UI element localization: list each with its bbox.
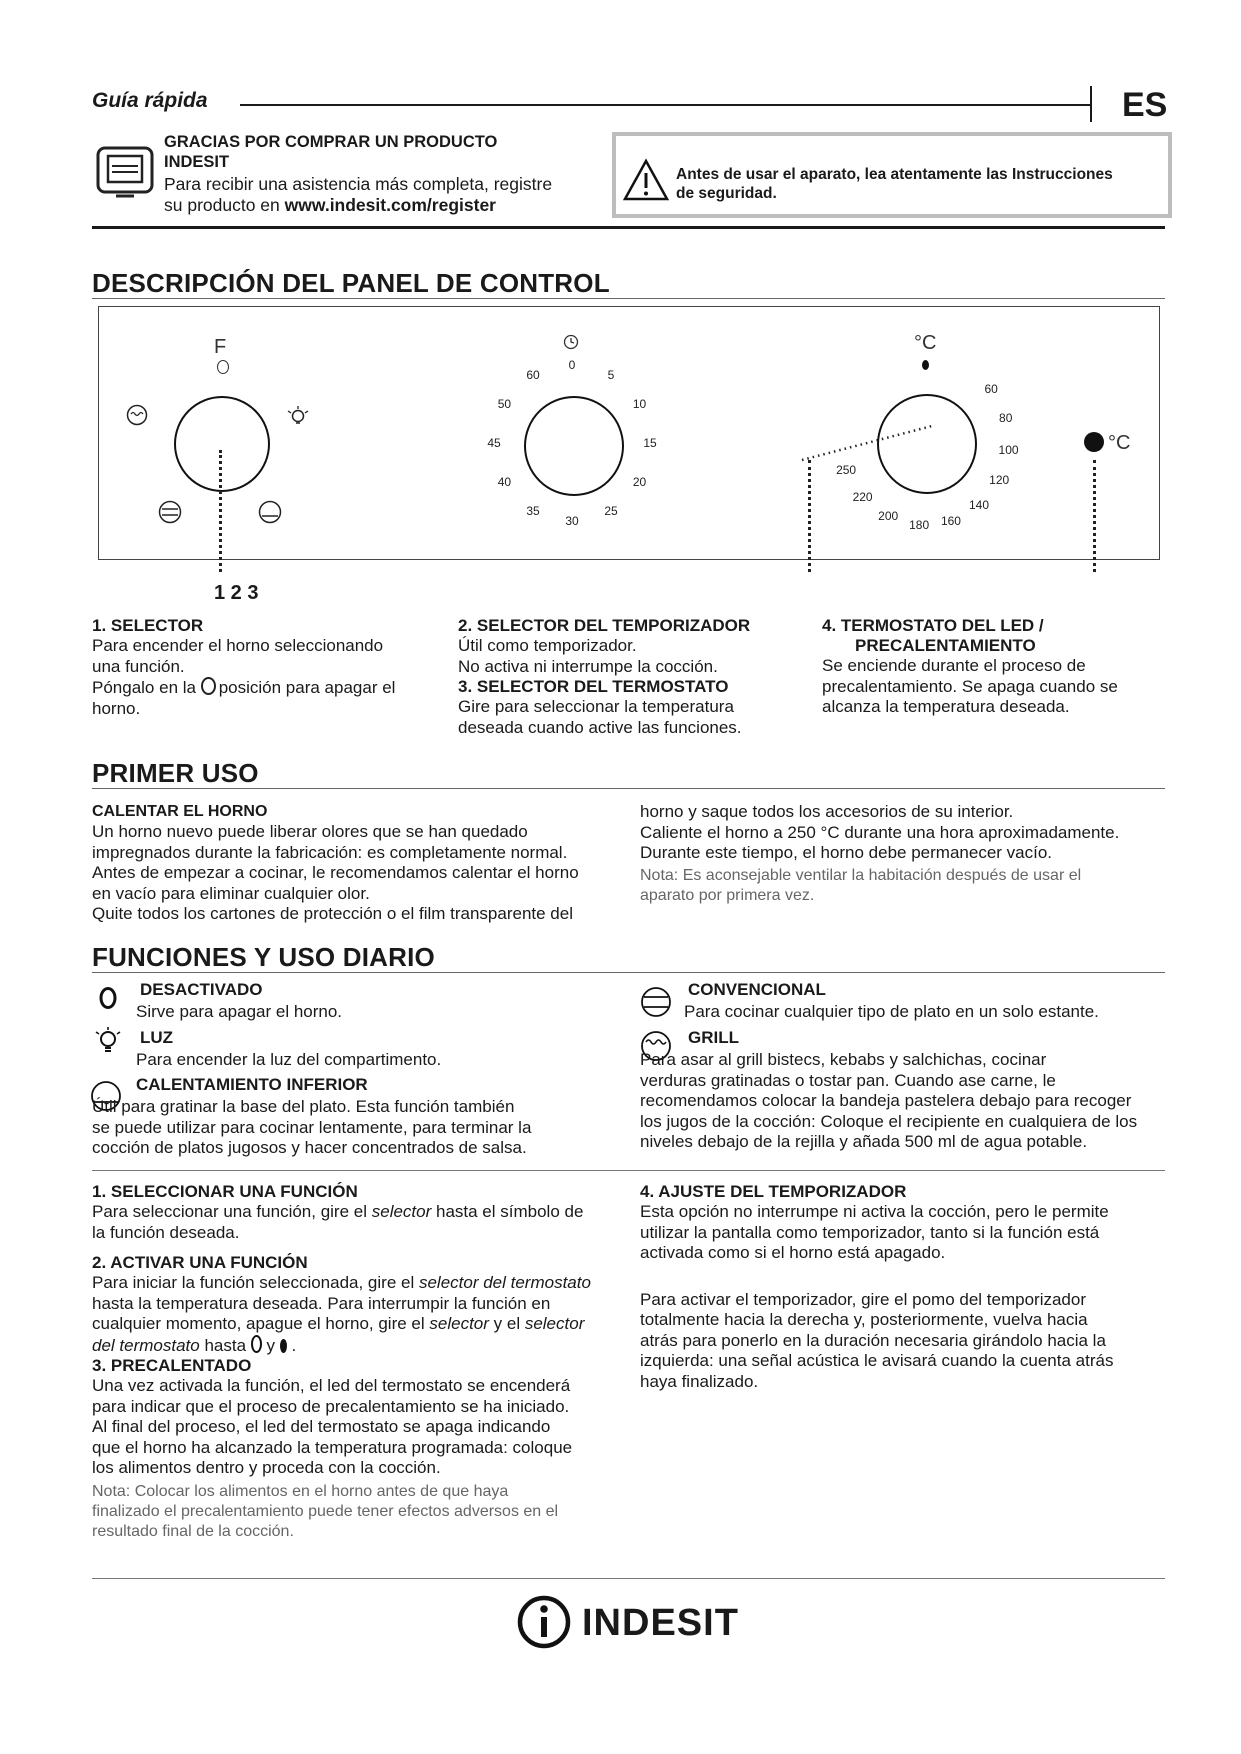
step3-note-line: resultado final de la cocción. xyxy=(92,1522,294,1540)
timer-scale-label: 10 xyxy=(632,397,647,411)
grill-line: recomendamos colocar la bandeja pastelera debajo para recoger xyxy=(640,1091,1132,1110)
first-use-rule xyxy=(92,788,1165,789)
led-desc-title-1: 4. TERMOSTATO DEL LED / xyxy=(822,616,1044,635)
thermostat-desc-2: deseada cuando active las funciones. xyxy=(458,717,742,737)
preheat-led-indicator xyxy=(1084,432,1104,452)
light-text: Para encender la luz del compartimento. xyxy=(136,1050,442,1069)
timer-scale-label: 40 xyxy=(497,475,512,489)
step3-note-line: Nota: Colocar los alimentos en el horno antes de que haya xyxy=(92,1482,509,1500)
off-text: Sirve para apagar el horno. xyxy=(136,1002,343,1021)
timer-scale-label: 20 xyxy=(632,475,647,489)
light-position-icon xyxy=(286,405,310,431)
step1-text-c: hasta el símbolo de xyxy=(431,1202,584,1221)
off-position-icon xyxy=(217,360,229,374)
timer-scale-label: 45 xyxy=(487,436,501,450)
step2-text-3c: y el xyxy=(488,1314,525,1333)
thermostat-desc-1: Gire para seleccionar la temperatura xyxy=(458,697,734,716)
thermostat-scale-label: 100 xyxy=(998,442,1019,457)
led-callout-line xyxy=(1093,460,1096,572)
step1-text-a: Para seleccionar una función, gire el xyxy=(92,1202,372,1221)
timer-scale-label: 30 xyxy=(565,514,579,528)
off-icon xyxy=(98,986,118,1010)
thermostat-scale-label: 140 xyxy=(968,498,990,513)
step2-text-1b: selector del termostato xyxy=(418,1273,591,1292)
timer-scale-label: 5 xyxy=(607,368,615,383)
step2-text-1a: Para iniciar la función seleccionada, gire el xyxy=(92,1273,419,1292)
step4-title: 4. AJUSTE DEL TEMPORIZADOR xyxy=(640,1182,907,1201)
step4b-line: haya finalizado. xyxy=(640,1371,759,1391)
light-icon xyxy=(94,1026,122,1056)
guide-title: Guía rápida xyxy=(92,89,208,112)
grill-text xyxy=(640,1050,1165,1153)
selector-desc-4: horno. xyxy=(92,698,141,718)
timer-scale-label: 60 xyxy=(526,368,540,383)
step3-line: los alimentos dentro y proceda con la cocción. xyxy=(92,1458,441,1477)
thanks-heading-1: GRACIAS POR COMPRAR UN PRODUCTO xyxy=(164,133,498,151)
selector-desc-3b: posición para apagar el xyxy=(218,678,396,697)
led-desc-2: precalentamiento. Se apaga cuando se xyxy=(822,676,1118,696)
first-use-heading: PRIMER USO xyxy=(92,758,259,788)
header-rule-tick xyxy=(1090,86,1092,122)
grill-line: verduras gratinadas o tostar pan. Cuando ase carne, le xyxy=(640,1070,1056,1090)
step4-text xyxy=(640,1202,1165,1264)
bottom-heat-title: CALENTAMIENTO INFERIOR xyxy=(136,1075,368,1094)
step3-line: para indicar que el proceso de precalentamiento se ha iniciado. xyxy=(92,1396,570,1416)
off-symbol-icon xyxy=(251,1335,262,1353)
light-title: LUZ xyxy=(140,1028,174,1047)
timer-scale-label: 15 xyxy=(643,436,657,450)
first-use-right-line: Caliente el horno a 250 °C durante una hora aproximadamente. xyxy=(640,822,1120,842)
timer-scale-label: 35 xyxy=(526,503,540,518)
thermostat-scale-label: 250 xyxy=(836,462,857,477)
step2-text-3a: cualquier momento, apague el horno, gire el xyxy=(92,1314,430,1333)
step4b-line: atrás para ponerlo en la duración necesaria girándolo hacia la xyxy=(640,1330,1106,1350)
functions-bottom-rule xyxy=(92,1170,1165,1171)
first-use-subheading: CALENTAR EL HORNO xyxy=(92,803,268,820)
led-desc-3: alcanza la temperatura deseada. xyxy=(822,697,1070,716)
first-use-left-line: Un horno nuevo puede liberar olores que se han quedado xyxy=(92,822,528,841)
clock-icon xyxy=(563,334,579,350)
selector-desc-1: Para encender el horno seleccionando xyxy=(92,636,384,655)
first-use-left-line: en vacío para eliminar cualquier olor. xyxy=(92,883,370,903)
led-unit-label: °C xyxy=(1108,432,1131,454)
step1-text-2: la función deseada. xyxy=(92,1222,240,1242)
grill-line: los jugos de la cocción: Coloque el recipiente en cualquiera de los xyxy=(640,1111,1138,1131)
thermostat-scale-label: 180 xyxy=(909,517,930,532)
brand-logo-text: INDESIT xyxy=(582,1602,739,1644)
thermostat-scale-label: 220 xyxy=(852,490,873,505)
thermostat-desc-title: 3. SELECTOR DEL TERMOSTATO xyxy=(458,677,729,696)
indesit-logo-icon xyxy=(516,1594,572,1650)
warning-text-2: de seguridad. xyxy=(676,185,777,202)
step3-note xyxy=(92,1482,637,1542)
first-use-left-line: Antes de empezar a cocinar, le recomendamos calentar el horno xyxy=(92,863,579,882)
step1-title: 1. SELECCIONAR UNA FUNCIÓN xyxy=(92,1182,358,1201)
led-desc-1: Se enciende durante el proceso de xyxy=(822,656,1086,675)
selector-f-label: F xyxy=(214,336,227,358)
panel-heading: DESCRIPCIÓN DEL PANEL DE CONTROL xyxy=(92,268,610,298)
selector-callout-line xyxy=(219,450,222,572)
warning-triangle-icon xyxy=(623,158,669,202)
step1-text-b: selector xyxy=(371,1202,432,1221)
functions-rule xyxy=(92,972,1165,973)
selector-callout-numbers: 1 2 3 xyxy=(214,582,259,604)
step4b-line: totalmente hacia la derecha y, posteriormente, vuelva hacia xyxy=(640,1310,1088,1329)
thermostat-off-dot xyxy=(922,360,929,370)
selector-desc-title: 1. SELECTOR xyxy=(92,616,204,635)
bottom-heat-line: Útil para gratinar la base del plato. Esta función también xyxy=(92,1097,515,1116)
step3-line: Una vez activada la función, el led del termostato se encenderá xyxy=(92,1376,571,1395)
function-selector-knob[interactable] xyxy=(174,396,270,492)
first-use-left-line: impregnados durante la fabricación: es completamente normal. xyxy=(92,842,568,862)
grill-line: Para asar al grill bistecs, kebabs y salchichas, cocinar xyxy=(640,1050,1047,1069)
timer-desc-1: Útil como temporizador. xyxy=(458,636,637,655)
step2-text-4c: y xyxy=(261,1335,280,1355)
thanks-text-2: su producto en xyxy=(164,195,285,215)
header-rule xyxy=(240,104,1090,106)
thanks-heading-2: INDESIT xyxy=(164,153,230,171)
step4-line: Esta opción no interrumpe ni activa la cocción, pero le permite xyxy=(640,1202,1109,1221)
step3-line: que el horno ha alcanzado la temperatura programada: coloque xyxy=(92,1437,573,1457)
grill-line: niveles debajo de la rejilla y añada 500 ml de agua potable. xyxy=(640,1132,1088,1151)
step4-text-2 xyxy=(640,1290,1165,1393)
conventional-position-icon xyxy=(158,500,182,524)
thermostat-scale-label: 60 xyxy=(984,382,998,397)
step2-text-3d: selector xyxy=(524,1314,585,1333)
language-code: ES xyxy=(1122,86,1168,124)
led-desc-title-2: PRECALENTAMIENTO xyxy=(855,636,1036,655)
selector-desc-2: una función. xyxy=(92,656,185,676)
first-use-left-text xyxy=(92,822,632,925)
grill-position-icon xyxy=(126,404,148,426)
thanks-text-1: Para recibir una asistencia más completa, registre xyxy=(164,174,553,194)
thermostat-scale-label: 160 xyxy=(940,513,961,528)
step3-title: 3. PRECALENTADO xyxy=(92,1356,252,1375)
thermostat-callout-vertical xyxy=(808,460,811,572)
timer-desc-2: No activa ni interrumpe la cocción. xyxy=(458,656,718,676)
step4-line: utilizar la pantalla como temporizador, tanto si la función está xyxy=(640,1222,1100,1242)
step2-text-4b: hasta xyxy=(199,1335,251,1355)
off-title: DESACTIVADO xyxy=(140,980,263,999)
timer-scale-label: 50 xyxy=(497,397,512,411)
step4b-line: izquierda: una señal acústica le avisará cuando la cuenta atrás xyxy=(640,1351,1114,1370)
timer-scale-label: 0 xyxy=(568,358,576,372)
step4-line: activada como si el horno está apagado. xyxy=(640,1243,946,1262)
step2-text-4a: del termostato xyxy=(92,1335,200,1355)
first-use-note-2: aparato por primera vez. xyxy=(640,886,815,904)
thermostat-scale-label: 200 xyxy=(878,509,899,524)
grill-title: GRILL xyxy=(688,1028,739,1047)
first-use-right-line: Durante este tiempo, el horno debe permanecer vacío. xyxy=(640,843,1053,862)
bottom-heat-line: se puede utilizar para cocinar lentamente, para terminar la xyxy=(92,1117,532,1137)
thermostat-scale-label: 80 xyxy=(999,410,1013,425)
panel-heading-rule xyxy=(92,298,1165,299)
first-use-right-text xyxy=(640,802,1165,864)
bottom-heat-position-icon xyxy=(258,500,282,524)
thermostat-off-dot-icon xyxy=(280,1339,287,1353)
step3-line: Al final del proceso, el led del termostato se apaga indicando xyxy=(92,1417,551,1436)
step2-title: 2. ACTIVAR UNA FUNCIÓN xyxy=(92,1253,308,1272)
first-use-left-line: Quite todos los cartones de protección o el film transparente del xyxy=(92,904,573,923)
step3-note-line: finalizado el precalentamiento puede tener efectos adversos en el xyxy=(92,1502,559,1520)
conventional-text: Para cocinar cualquier tipo de plato en un solo estante. xyxy=(684,1002,1099,1021)
functions-heading: FUNCIONES Y USO DIARIO xyxy=(92,942,435,972)
step2-text-2: hasta la temperatura deseada. Para interrumpir la función en xyxy=(92,1293,551,1313)
step3-text xyxy=(92,1376,637,1479)
conventional-title: CONVENCIONAL xyxy=(688,980,826,999)
selector-desc-3a: Póngalo en la xyxy=(92,678,201,697)
timer-selector-knob[interactable] xyxy=(524,396,624,496)
thermostat-callout-line xyxy=(800,432,935,436)
bottom-heat-text xyxy=(92,1097,632,1159)
first-use-right-line: horno y saque todos los accesorios de su interior. xyxy=(640,802,1014,821)
warning-text-1: Antes de usar el aparato, lea atentamente las Instrucciones xyxy=(676,166,1113,183)
timer-desc-title: 2. SELECTOR DEL TEMPORIZADOR xyxy=(458,616,751,635)
timer-scale-label: 25 xyxy=(604,503,618,518)
thermostat-unit-label: °C xyxy=(914,332,937,354)
bottom-heat-line: cocción de platos jugosos y hacer concentrados de salsa. xyxy=(92,1138,527,1157)
header-bottom-rule xyxy=(92,226,1165,229)
thermostat-scale-label: 120 xyxy=(989,473,1010,488)
register-link[interactable]: www.indesit.com/register xyxy=(284,195,496,215)
step4b-line: Para activar el temporizador, gire el pomo del temporizador xyxy=(640,1289,1086,1309)
step2-text-3b: selector xyxy=(429,1314,489,1333)
footer-rule xyxy=(92,1578,1165,1579)
off-symbol-icon xyxy=(201,677,216,695)
first-use-note-1: Nota: Es aconsejable ventilar la habitación después de usar el xyxy=(640,866,1082,884)
monitor-icon xyxy=(96,146,154,198)
conventional-icon xyxy=(640,986,672,1018)
